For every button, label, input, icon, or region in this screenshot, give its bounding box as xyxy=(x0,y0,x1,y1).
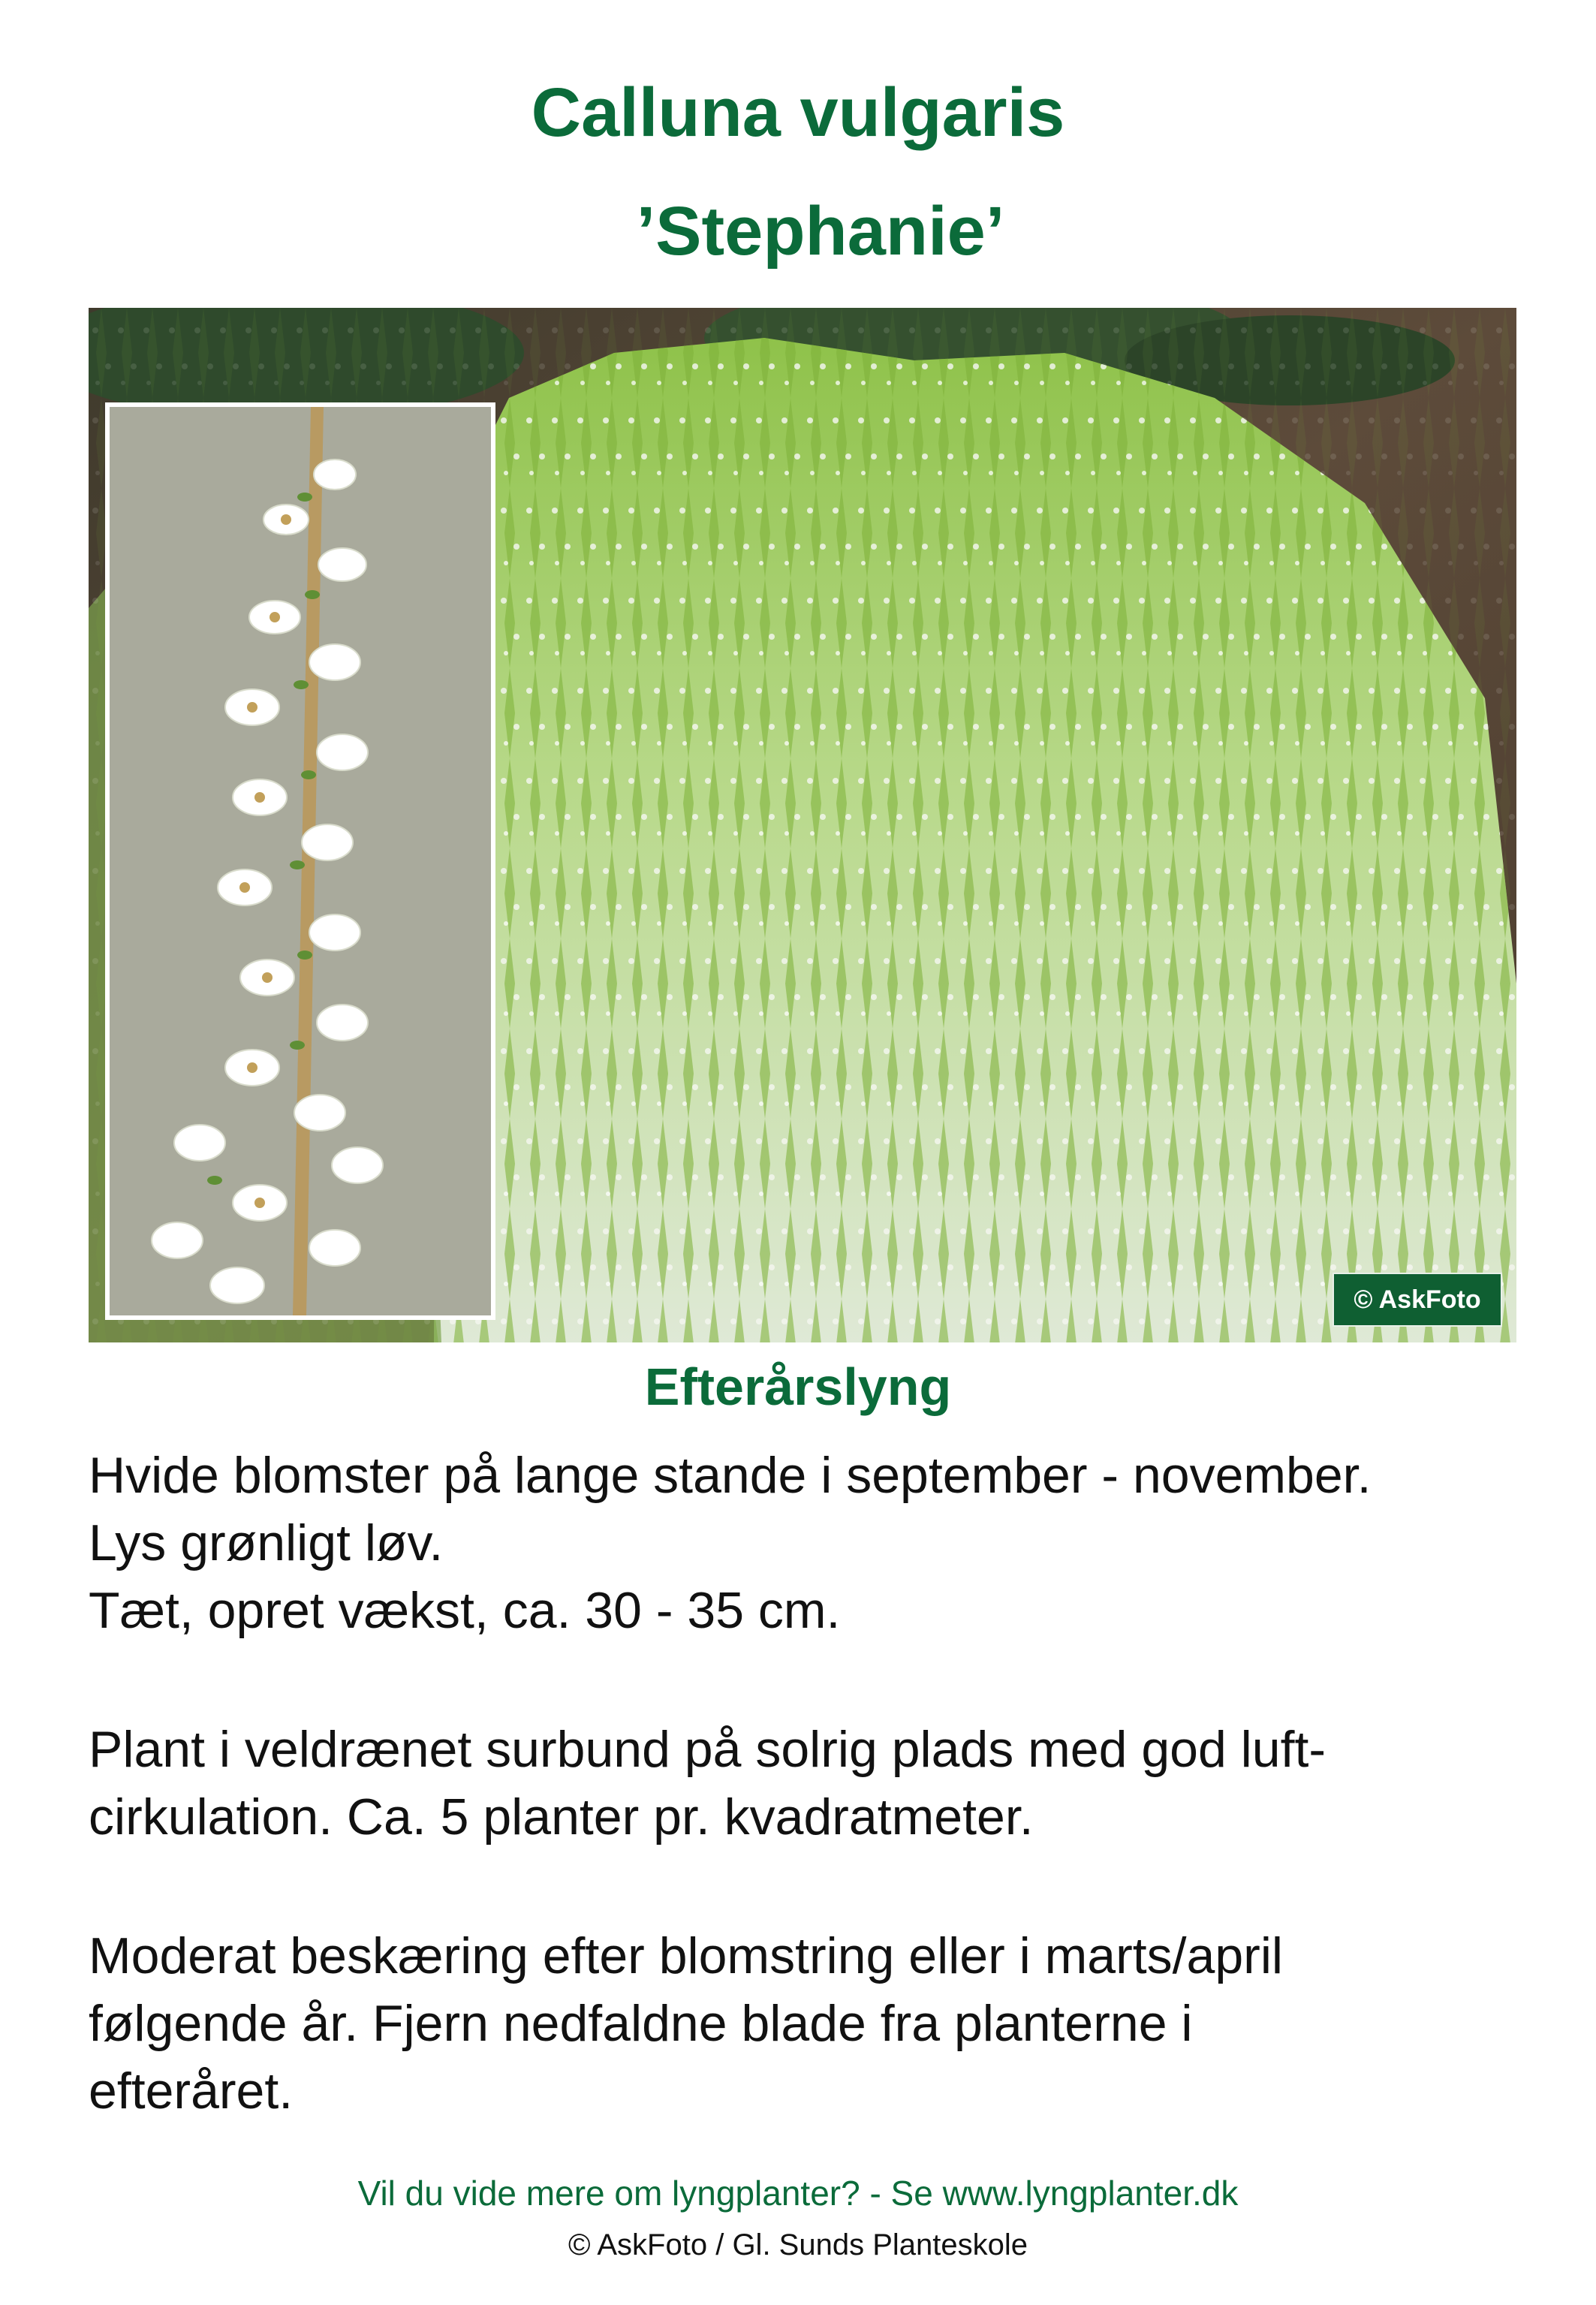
common-name: Efterårslyng xyxy=(644,1357,952,1416)
white-flower-spike-photo xyxy=(105,402,495,1320)
footer-website-link[interactable]: Vil du vide mere om lyngplanter? - Se www.lyngplanter.dk xyxy=(357,2174,1239,2213)
page-title: Calluna vulgaris xyxy=(531,74,1065,151)
cultivar-name: ’Stephanie’ xyxy=(636,193,1005,270)
photo-credit-badge: © AskFoto xyxy=(1333,1273,1502,1327)
description-paragraph: Hvide blomster på lange stande i september - november. Lys grønligt løv. Tæt, opret vækst, ca. 30 - 35 cm. xyxy=(89,1447,1372,1639)
planting-paragraph: Plant i veldrænet surbund på solrig plads med god luft- cirkulation. Ca. 5 planter pr. kvadratmeter. xyxy=(89,1721,1326,1846)
pruning-paragraph: Moderat beskæring efter blomstring eller i marts/april følgende år. Fjern nedfaldne blade fra planterne i efteråret. xyxy=(89,1927,1284,2120)
footer-copyright: © AskFoto / Gl. Sunds Planteskole xyxy=(568,2228,1028,2261)
